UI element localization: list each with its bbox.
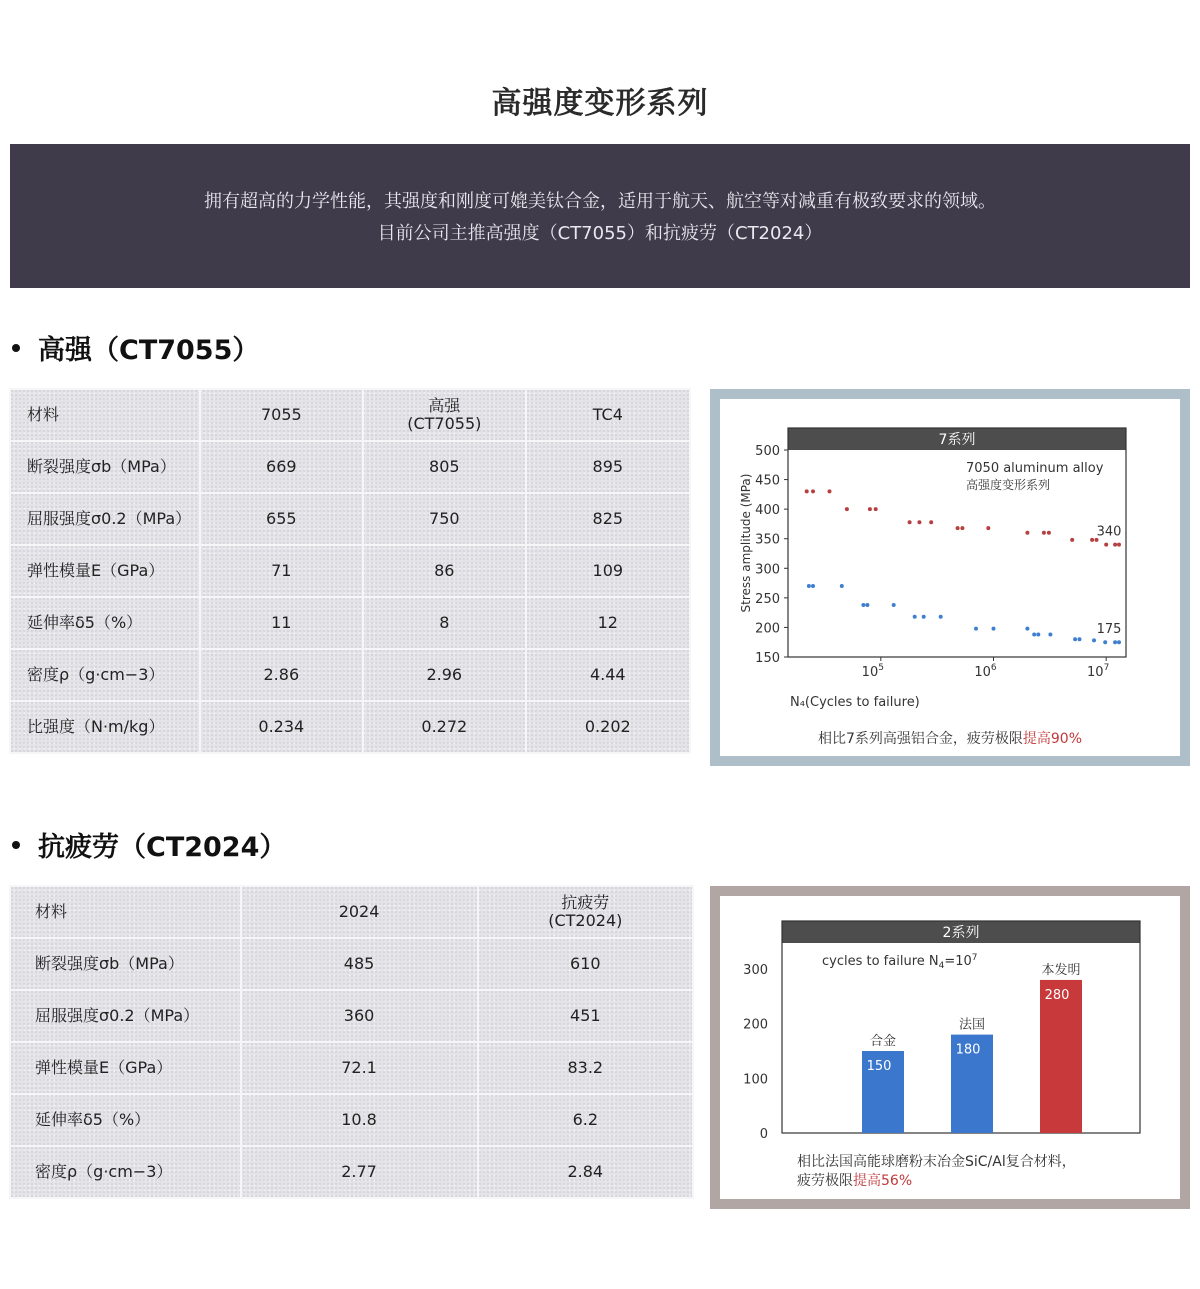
caption-line-2: [797, 1172, 1167, 1191]
chart-panel: [720, 399, 1180, 756]
table-cell: 0.272: [363, 701, 526, 753]
y-tick-group: [755, 444, 788, 666]
data-point: [1025, 531, 1029, 535]
data-point: [922, 615, 926, 619]
spec-table-ct2024: [9, 885, 694, 1199]
table-row: [10, 545, 690, 597]
table-row: [10, 1146, 693, 1198]
data-point: [917, 520, 921, 524]
caption-text: 相比7系列高强铝合金，疲劳极限: [817, 731, 1023, 747]
table-cell: 比强度（N·m/kg）: [10, 701, 200, 753]
table-cell: 断裂强度σb（MPa）: [10, 441, 200, 493]
data-point: [865, 603, 869, 607]
table-header-cell: 材料: [10, 886, 241, 938]
y-tick-label: 100: [743, 1072, 768, 1088]
table-header-cell: 2024: [241, 886, 478, 938]
annotation-text: cycles to failure N: [822, 954, 939, 969]
bar-category-label: 合金: [869, 1034, 897, 1049]
table-row: [10, 649, 690, 701]
data-point: [828, 489, 832, 493]
chart-title: 2系列: [942, 925, 980, 941]
table-row: [10, 990, 693, 1042]
y-tick-label: 250: [755, 591, 780, 607]
x-tick-group: [862, 657, 1110, 680]
annotation-superscript: 7: [971, 953, 978, 963]
chart-panel: [720, 896, 1180, 1199]
data-point: [913, 615, 917, 619]
chart-caption: [720, 728, 1180, 748]
y-tick-label: 200: [743, 1017, 768, 1033]
table-cell: 109: [526, 545, 690, 597]
table-header-cell: 7055: [200, 389, 363, 441]
x-tick-label: [862, 663, 884, 680]
table-row: [10, 701, 690, 753]
table-cell: 屈服强度σ0.2（MPa）: [10, 493, 200, 545]
bullet-icon: [12, 841, 20, 849]
y-tick-label: 300: [755, 562, 780, 578]
x-tick-label: [1087, 663, 1109, 680]
data-point: [868, 507, 872, 511]
series-end-label: 175: [1096, 622, 1122, 638]
fatigue-chart-7-series: [710, 389, 1190, 766]
table-cell: 72.1: [241, 1042, 478, 1094]
data-point: [992, 627, 996, 631]
table-cell: 11: [200, 597, 363, 649]
data-point: [1090, 538, 1094, 542]
data-point: [929, 520, 933, 524]
bar-value-label: 180: [955, 1042, 981, 1058]
table-cell: 0.234: [200, 701, 363, 753]
data-points-group: [805, 489, 1122, 644]
bullet-icon: [12, 344, 20, 352]
page-title: 高强度变形系列: [491, 86, 709, 121]
bar-category-label: 本发明: [1041, 962, 1081, 978]
data-point: [974, 627, 978, 631]
bar-value-label: 280: [1044, 987, 1070, 1003]
table-cell: 669: [200, 441, 363, 493]
intro-line-2: 目前公司主推高强度（CT7055）和抗疲劳（CT2024）: [377, 223, 823, 244]
data-point: [956, 526, 960, 530]
data-point: [845, 507, 849, 511]
x-tick-exponent: 5: [878, 663, 884, 673]
table-header-row: [10, 886, 693, 938]
data-point: [908, 520, 912, 524]
caption-highlight: 提高90%: [1022, 731, 1083, 747]
y-axis-label: Stress amplitude (MPa): [739, 473, 753, 613]
table-cell: 360: [241, 990, 478, 1042]
data-point: [1036, 633, 1040, 637]
table-cell: 805: [363, 441, 526, 493]
chart-annotation-line-2: 高强度变形系列: [966, 478, 1051, 492]
table-cell: 密度ρ（g·cm−3）: [10, 649, 200, 701]
table-cell: 750: [363, 493, 526, 545]
section-heading-label: 抗疲劳（CT2024）: [38, 832, 287, 863]
caption-text: 疲劳极限: [797, 1173, 853, 1189]
y-tick-label: 400: [755, 503, 780, 519]
data-point: [861, 603, 865, 607]
data-point: [1103, 640, 1107, 644]
data-point: [986, 526, 990, 530]
table-cell: 断裂强度σb（MPa）: [10, 938, 241, 990]
x-tick-base: 10: [1087, 665, 1104, 680]
data-point: [1048, 633, 1052, 637]
x-tick-label: [974, 663, 997, 680]
table-cell: 83.2: [478, 1042, 693, 1094]
data-point: [1025, 627, 1029, 631]
data-point: [1070, 538, 1074, 542]
y-tick-group: [743, 963, 768, 1142]
y-tick-label: 300: [743, 963, 768, 978]
section-heading-ct7055: [10, 328, 259, 367]
table-row: [10, 493, 690, 545]
table-cell: 2.96: [363, 649, 526, 701]
data-point: [1104, 543, 1108, 547]
table-cell: 86: [363, 545, 526, 597]
y-tick-label: 500: [755, 444, 780, 459]
table-cell: 12: [526, 597, 690, 649]
table-header-row: [10, 389, 690, 441]
y-tick-label: 350: [755, 532, 780, 548]
table-cell: 4.44: [526, 649, 690, 701]
data-point: [874, 507, 878, 511]
x-axis-label: N₄(Cycles to failure): [790, 695, 920, 710]
table-header-cell: 高强 (CT7055): [363, 389, 526, 441]
data-point: [840, 584, 844, 588]
table-cell: 895: [526, 441, 690, 493]
chart-annotation-line-1: 7050 aluminum alloy: [966, 461, 1104, 476]
data-point: [1032, 633, 1036, 637]
annotation-subscript: 4: [938, 961, 945, 971]
table-cell: 655: [200, 493, 363, 545]
intro-line-1: 拥有超高的力学性能，其强度和刚度可媲美钛合金，适用于航天、航空等对减重有极致要求的领域。: [204, 191, 996, 212]
intro-banner: [10, 144, 1190, 288]
table-row: [10, 597, 690, 649]
y-tick-label: 450: [755, 473, 780, 489]
data-point: [811, 584, 815, 588]
bar-category-label: 法国: [958, 1017, 986, 1033]
x-tick-base: 10: [861, 665, 879, 680]
data-point: [1047, 531, 1051, 535]
table-cell: 10.8: [241, 1094, 478, 1146]
scatter-chart-svg: [720, 399, 1180, 756]
data-point: [1078, 637, 1082, 641]
table-cell: 延伸率δ5（%）: [10, 1094, 241, 1146]
x-tick-exponent: 7: [1103, 663, 1110, 673]
table-cell: 2.86: [200, 649, 363, 701]
table-cell: 451: [478, 990, 693, 1042]
table-header-cell: 材料: [10, 389, 200, 441]
chart-title: 7系列: [938, 432, 976, 448]
chart-annotation: [822, 953, 978, 971]
data-point: [892, 603, 896, 607]
table-row: [10, 1042, 693, 1094]
bar-value-label: 150: [866, 1059, 892, 1074]
data-point: [1113, 640, 1117, 644]
table-cell: 弹性模量E（GPa）: [10, 545, 200, 597]
table-cell: 71: [200, 545, 363, 597]
x-tick-base: 10: [974, 665, 991, 680]
table-cell: 2.77: [241, 1146, 478, 1198]
data-point: [960, 526, 964, 530]
data-point: [811, 489, 815, 493]
table-cell: 密度ρ（g·cm−3）: [10, 1146, 241, 1198]
table-cell: 8: [363, 597, 526, 649]
table-cell: 延伸率δ5（%）: [10, 597, 200, 649]
table-cell: 0.202: [526, 701, 690, 753]
table-cell: 825: [526, 493, 690, 545]
fatigue-chart-2-series: [710, 886, 1190, 1209]
x-tick-exponent: 6: [990, 663, 997, 673]
table-header-cell: 抗疲劳 (CT2024): [478, 886, 693, 938]
spec-table-ct7055: [9, 388, 691, 754]
table-header-cell: TC4: [526, 389, 690, 441]
caption-highlight: 提高56%: [853, 1173, 913, 1189]
table-row: [10, 441, 690, 493]
y-tick-label: 0: [759, 1127, 768, 1142]
bars-group: [862, 962, 1082, 1133]
table-cell: 屈服强度σ0.2（MPa）: [10, 990, 241, 1042]
table-cell: 485: [241, 938, 478, 990]
annotation-text-mid: =10: [944, 954, 972, 969]
chart-caption: [797, 1153, 1167, 1191]
table-cell: 6.2: [478, 1094, 693, 1146]
data-point: [1092, 638, 1096, 642]
y-tick-label: 150: [755, 651, 780, 666]
data-point: [1113, 543, 1117, 547]
table-cell: 2.84: [478, 1146, 693, 1198]
data-point: [807, 584, 811, 588]
series-end-label: 340: [1096, 524, 1122, 540]
table-row: [10, 1094, 693, 1146]
data-point: [939, 615, 943, 619]
data-point: [1042, 531, 1046, 535]
data-point: [1117, 640, 1121, 644]
section-heading-label: 高强（CT7055）: [38, 335, 260, 366]
caption-line-1: 相比法国高能球磨粉末冶金SiC/Al复合材料，: [797, 1154, 1076, 1170]
data-point: [805, 489, 809, 493]
table-row: [10, 938, 693, 990]
y-tick-label: 200: [755, 621, 780, 637]
data-point: [1117, 543, 1121, 547]
table-cell: 弹性模量E（GPa）: [10, 1042, 241, 1094]
table-cell: 610: [478, 938, 693, 990]
data-point: [1073, 637, 1077, 641]
section-heading-ct2024: [10, 825, 286, 864]
